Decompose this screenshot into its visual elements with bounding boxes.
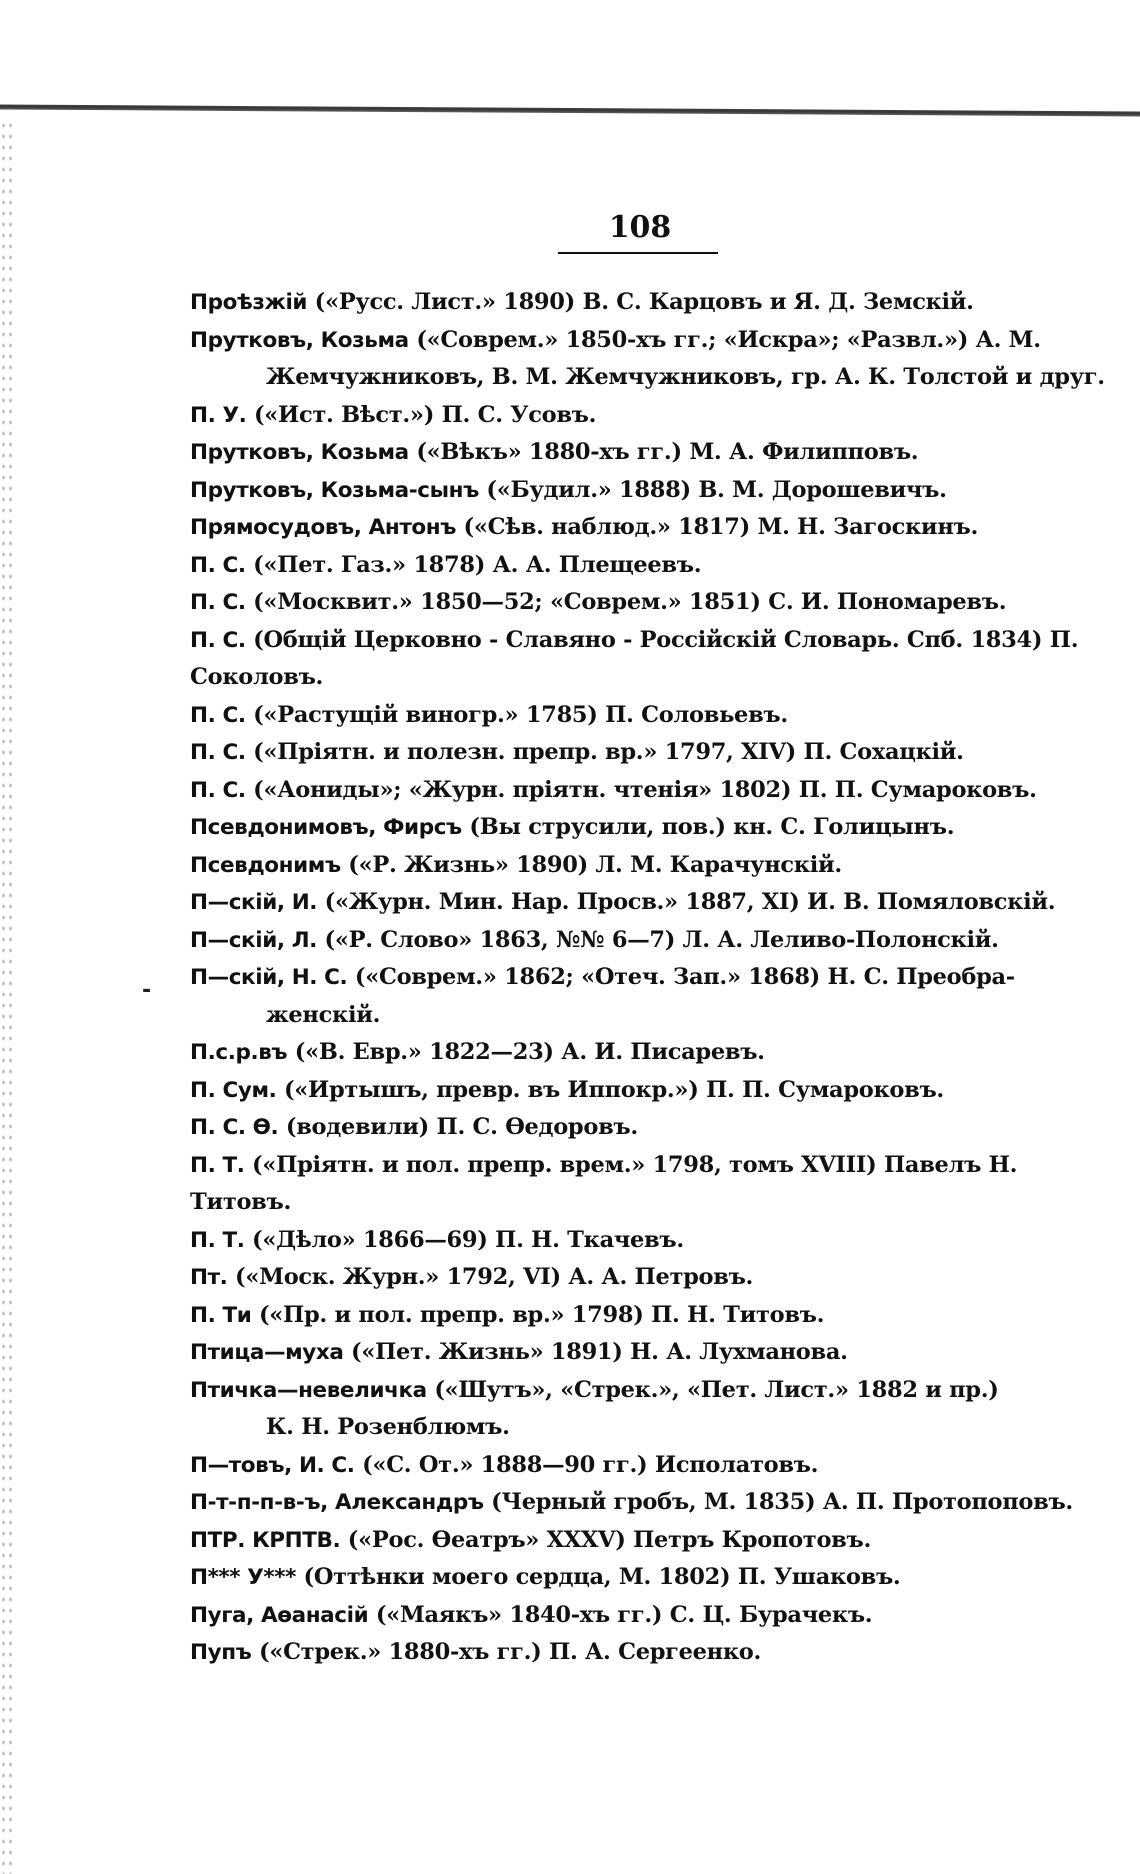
pseudonym-heading: Прутковъ, Козьма (190, 327, 409, 353)
pseudonym-entry (190, 434, 1100, 472)
pseudonym-entry (190, 1334, 1100, 1372)
pseudonym-heading: П-т-п-п-в-ъ, Александръ (190, 1490, 484, 1515)
pseudonym-attribution: («Рос. Ѳеатръ» XXXV) Петръ Кропотовъ. (347, 1526, 871, 1553)
margin-mark: - (142, 978, 152, 1003)
pseudonym-entry (190, 1634, 1100, 1672)
pseudonym-entry (190, 809, 1100, 847)
pseudonym-entry (190, 959, 1100, 1034)
pseudonym-entry (190, 1222, 1100, 1260)
entry-continuation: женскій. (266, 1001, 381, 1028)
pseudonym-attribution: («Р. Слово» 1863, №№ 6—7) Л. А. Леливо-Полонскій. (324, 926, 999, 953)
pseudonym-attribution: («Моск. Журн.» 1792, VI) А. А. Петровъ. (234, 1264, 754, 1290)
pseudonym-attribution: (Общій Церковно - Славяно - Россійскій Словарь. Спб. 1834) П. (253, 626, 1079, 653)
pseudonym-attribution: («Соврем.» 1862; «Отеч. Зап.» 1868) Н. С. Преобра- (354, 964, 1015, 990)
top-edge-rule (0, 105, 1140, 117)
pseudonym-heading: П—скій, И. (190, 890, 318, 915)
pseudonym-attribution: («Пріятн. и полезн. препр. вр.» 1797, XIV) П. Сохацкій. (253, 739, 964, 765)
pseudonym-attribution: (Оттѣнки моего сердца, М. 1802) П. Ушаковъ. (303, 1564, 901, 1590)
pseudonym-attribution: («Р. Жизнь» 1890) Л. М. Карачунскій. (348, 851, 842, 878)
pseudonym-heading: П. С. Ѳ. (190, 1115, 279, 1140)
pseudonym-heading: Прутковъ, Козьма (190, 440, 409, 465)
pseudonym-heading: П. С. (190, 777, 246, 803)
pseudonym-entry (190, 284, 1100, 322)
pseudonym-heading: Пт. (190, 1265, 228, 1290)
pseudonym-heading: П—скій, Н. С. (190, 965, 348, 990)
pseudonym-entry (190, 622, 1100, 697)
pseudonym-heading: П. Т. (190, 1227, 245, 1253)
page-number-underline (558, 252, 718, 254)
pseudonym-attribution: («Сѣв. наблюд.» 1817) М. Н. Загоскинъ. (463, 514, 978, 540)
pseudonym-attribution: (Вы струсили, пов.) кн. С. Голицынъ. (469, 814, 955, 840)
pseudonym-heading: П. Сум. (190, 1077, 277, 1103)
pseudonym-entry (190, 1559, 1100, 1597)
pseudonym-heading: П. Ти (190, 1302, 252, 1328)
page-number: 108 (608, 210, 672, 245)
pseudonym-entry (190, 1259, 1100, 1297)
entry-continuation: Соколовъ. (190, 664, 324, 690)
pseudonym-entry (190, 734, 1100, 772)
pseudonym-heading: П. У. (190, 402, 247, 428)
pseudonym-entry (190, 1522, 1100, 1560)
pseudonym-heading: П—товъ, И. С. (190, 1452, 355, 1478)
pseudonym-heading: П. С. (190, 740, 246, 765)
pseudonym-attribution: («Ист. Вѣст.») П. С. Усовъ. (253, 401, 597, 428)
pseudonym-attribution: («Пріятн. и пол. препр. врем.» 1798, томъ XVIII) Павелъ Н. (252, 1151, 1018, 1178)
pseudonym-heading: П.с.р.въ (190, 1040, 288, 1065)
pseudonym-heading: П—скій, Л. (190, 927, 317, 953)
pseudonym-heading: П. С. (190, 627, 246, 653)
pseudonym-entry (190, 584, 1100, 622)
pseudonym-attribution: («Пет. Газ.» 1878) А. А. Плещеевъ. (253, 551, 702, 578)
pseudonym-entry (190, 1372, 1100, 1447)
scan-margin-noise (0, 120, 16, 1874)
entry-continuation: К. Н. Розенблюмъ. (266, 1414, 510, 1440)
pseudonym-heading: Прямосудовъ, Антонъ (190, 515, 456, 540)
entry-continuation: Жемчужниковъ, В. М. Жемчужниковъ, гр. А. К. Толстой и друг. (266, 364, 1105, 390)
pseudonym-attribution: (Черный гробъ, М. 1835) А. П. Протопоповъ. (491, 1489, 1073, 1515)
pseudonym-entry (190, 322, 1105, 397)
pseudonym-heading: Псевдонимъ (190, 852, 341, 878)
pseudonym-heading: П. Т. (190, 1152, 245, 1178)
pseudonym-entry (190, 1297, 1100, 1335)
pseudonym-heading: П. С. (190, 590, 246, 615)
pseudonym-attribution: («С. От.» 1888—90 гг.) Исполатовъ. (362, 1451, 819, 1478)
pseudonym-heading: Птичка—невеличка (190, 1377, 427, 1403)
pseudonym-attribution: («Русс. Лист.» 1890) В. С. Карцовъ и Я. Д. Земскій. (314, 289, 974, 315)
pseudonym-heading: Проѣзжій (190, 290, 308, 315)
pseudonym-entry (190, 884, 1100, 922)
pseudonym-attribution: («Пр. и пол. препр. вр.» 1798) П. Н. Титовъ. (258, 1301, 825, 1328)
pseudonym-list (190, 284, 1105, 1672)
entry-continuation: Титовъ. (190, 1189, 292, 1215)
pseudonym-entry (190, 772, 1100, 810)
pseudonym-entry (190, 1484, 1100, 1522)
pseudonym-attribution: («Журн. Мин. Нар. Просв.» 1887, XI) И. В. Помяловскій. (324, 889, 1056, 915)
pseudonym-heading: Пуга, Аѳанасій (190, 1602, 369, 1628)
pseudonym-heading: П*** У*** (190, 1565, 296, 1590)
pseudonym-entry (190, 509, 1100, 547)
pseudonym-heading: Пупъ (190, 1640, 252, 1665)
pseudonym-attribution: («Соврем.» 1850-хъ гг.; «Искра»; «Развл.») А. М. (416, 326, 1041, 353)
pseudonym-entry (190, 922, 1100, 960)
pseudonym-attribution: («Шутъ», «Стрек.», «Пет. Лист.» 1882 и пр.) (434, 1376, 999, 1403)
pseudonym-entry (190, 1147, 1100, 1222)
pseudonym-entry (190, 1447, 1100, 1485)
pseudonym-attribution: («Аониды»; «Журн. пріятн. чтенія» 1802) П. П. Сумароковъ. (253, 776, 1037, 803)
pseudonym-attribution: (водевили) П. С. Ѳедоровъ. (285, 1114, 638, 1140)
pseudonym-entry (190, 547, 1100, 585)
pseudonym-entry (190, 697, 1100, 735)
pseudonym-attribution: («Иртышъ, превр. въ Иппокр.») П. П. Сумароковъ. (283, 1076, 944, 1103)
pseudonym-attribution: («Стрек.» 1880-хъ гг.) П. А. Сергеенко. (258, 1639, 762, 1665)
pseudonym-heading: Прутковъ, Козьма-сынъ (190, 477, 479, 503)
pseudonym-attribution: («Вѣкъ» 1880-хъ гг.) М. А. Филипповъ. (416, 439, 919, 465)
pseudonym-attribution: («Маякъ» 1840-хъ гг.) С. Ц. Бурачекъ. (375, 1601, 873, 1628)
pseudonym-attribution: («Будил.» 1888) В. М. Дорошевичъ. (486, 476, 947, 503)
pseudonym-attribution: («Растущій виногр.» 1785) П. Соловьевъ. (253, 701, 788, 728)
pseudonym-attribution: («В. Евр.» 1822—23) А. И. Писаревъ. (294, 1039, 765, 1065)
pseudonym-heading: Псевдонимовъ, Фирсъ (190, 815, 462, 840)
pseudonym-entry (190, 1597, 1100, 1635)
pseudonym-attribution: («Пет. Жизнь» 1891) Н. А. Лухманова. (350, 1339, 848, 1365)
pseudonym-heading: ПТР. КРПТВ. (190, 1527, 341, 1553)
pseudonym-heading: П. С. (190, 552, 246, 578)
pseudonym-entry (190, 397, 1100, 435)
pseudonym-attribution: («Дѣло» 1866—69) П. Н. Ткачевъ. (252, 1226, 684, 1253)
pseudonym-entry (190, 472, 1100, 510)
pseudonym-entry (190, 847, 1100, 885)
pseudonym-heading: Птица—муха (190, 1340, 344, 1365)
pseudonym-entry (190, 1072, 1100, 1110)
pseudonym-attribution: («Москвит.» 1850—52; «Соврем.» 1851) С. И. Пономаревъ. (253, 589, 1007, 615)
pseudonym-heading: П. С. (190, 702, 246, 728)
pseudonym-entry (190, 1109, 1100, 1147)
pseudonym-entry (190, 1034, 1100, 1072)
